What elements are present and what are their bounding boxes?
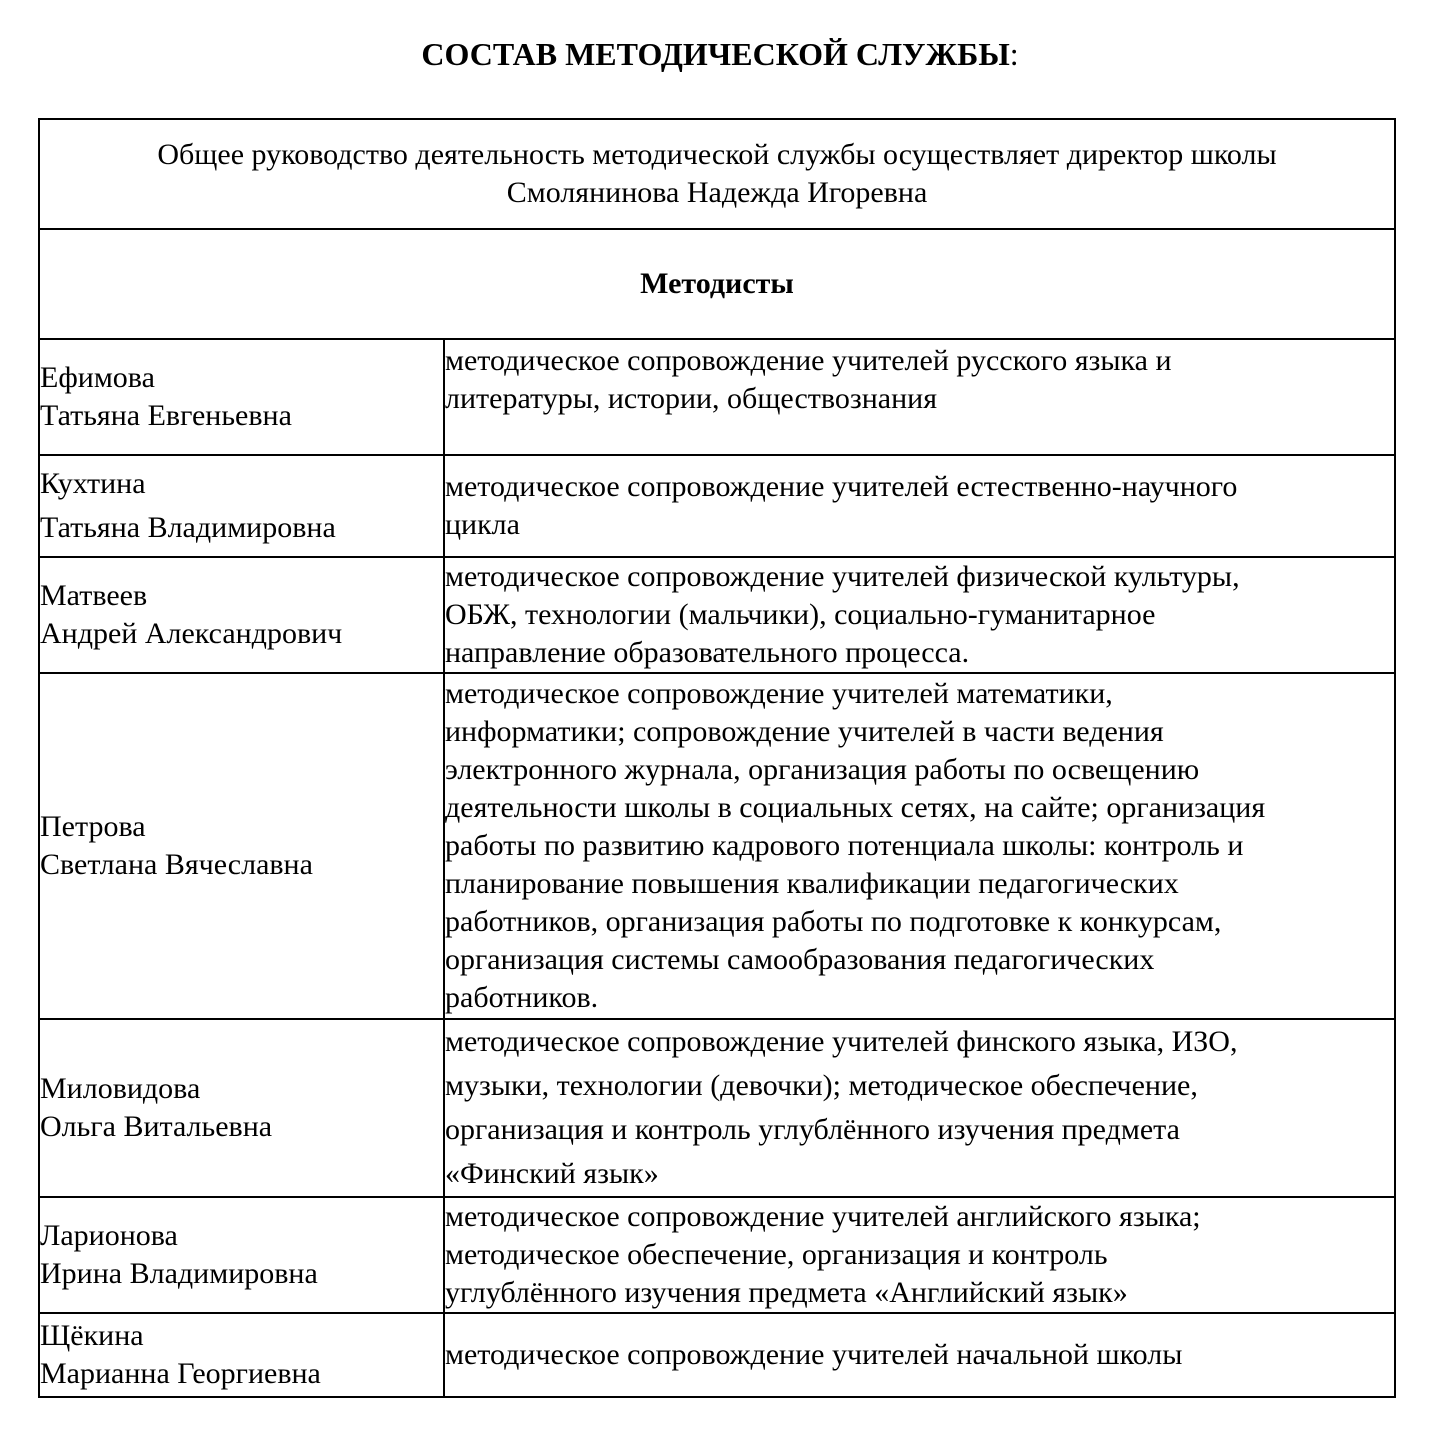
duty-line: методическое сопровождение учителей физической культуры, [445,560,1240,593]
duty-line: ОБЖ, технологии (мальчики), социально-гуманитарное [445,598,1156,631]
staff-table [38,118,1396,1398]
duty-line: организация и контроль углублённого изучения предмета [445,1113,1180,1146]
duty-line: методическое сопровождение учителей финского языка, ИЗО, [445,1025,1238,1058]
duty-cell [444,339,1395,455]
name-cell [39,1197,444,1313]
table-row [39,339,1395,455]
name-cell [39,673,444,1019]
table-row [39,1313,1395,1397]
section-row [39,229,1395,339]
duty-line: методическое сопровождение учителей английского языка; [445,1200,1201,1233]
duty-cell [444,1019,1395,1197]
surname: Ефимова [40,361,155,394]
page-title [0,32,1440,76]
given-names: Татьяна Евгеньевна [40,399,292,432]
given-names: Марианна Георгиевна [40,1357,321,1390]
duty-line: «Финский язык» [445,1157,659,1190]
duty-line: планирование повышения квалификации педагогических [445,867,1179,900]
duty-line: музыки, технологии (девочки); методическое обеспечение, [445,1069,1198,1102]
duty-cell [444,557,1395,673]
table-row [39,673,1395,1019]
duty-cell [444,455,1395,557]
duty-line: направление образовательного процесса. [445,636,970,669]
page-title-colon: : [1009,36,1019,72]
given-names: Ирина Владимировна [40,1257,318,1290]
surname: Матвеев [40,579,148,612]
given-names: Ольга Витальевна [40,1110,273,1143]
duty-line: методическое сопровождение учителей математики, [445,677,1113,710]
duty-cell [444,1313,1395,1397]
header-cell [39,119,1395,229]
duty-line: цикла [445,508,520,541]
duty-line: организация системы самообразования педагогических [445,943,1155,976]
duty-line: литературы, истории, обществознания [445,382,937,415]
duty-line: работников. [445,981,599,1014]
duty-line: информатики; сопровождение учителей в части ведения [445,715,1164,748]
header-line-2: Смолянинова Надежда Игоревна [506,176,928,209]
header-row [39,119,1395,229]
section-heading: Методисты [39,229,1395,339]
duty-cell [444,1197,1395,1313]
duty-line: методическое сопровождение учителей русского языка и [445,344,1172,377]
name-cell [39,557,444,673]
duty-cell [444,673,1395,1019]
duty-line: работников, организация работы по подготовке к конкурсам, [445,905,1222,938]
name-cell [39,455,444,557]
duty-line: методическое обеспечение, организация и контроль [445,1238,1108,1271]
table-row [39,1197,1395,1313]
duty-line: деятельности школы в социальных сетях, на сайте; организация [445,791,1266,824]
table-row [39,455,1395,557]
surname: Миловидова [40,1072,201,1105]
surname: Кухтина [40,467,146,500]
given-names: Андрей Александрович [40,617,343,650]
surname: Щёкина [40,1319,144,1352]
duty-line: методическое сопровождение учителей начальной школы [445,1338,1183,1371]
name-cell [39,339,444,455]
duty-line: методическое сопровождение учителей естественно-научного [445,470,1238,503]
surname: Ларионова [40,1219,178,1252]
given-names: Светлана Вячеславна [40,848,313,881]
name-cell [39,1019,444,1197]
table-row [39,557,1395,673]
name-cell [39,1313,444,1397]
table-row [39,1019,1395,1197]
duty-line: электронного журнала, организация работы по освещению [445,753,1200,786]
header-line-1: Общее руководство деятельность методической службы осуществляет директор школы [157,138,1277,171]
page-title-text: СОСТАВ МЕТОДИЧЕСКОЙ СЛУЖБЫ [421,36,1010,72]
duty-line: работы по развитию кадрового потенциала школы: контроль и [445,829,1244,862]
duty-line: углублённого изучения предмета «Английский язык» [445,1276,1128,1309]
surname: Петрова [40,810,146,843]
given-names: Татьяна Владимировна [40,511,336,544]
